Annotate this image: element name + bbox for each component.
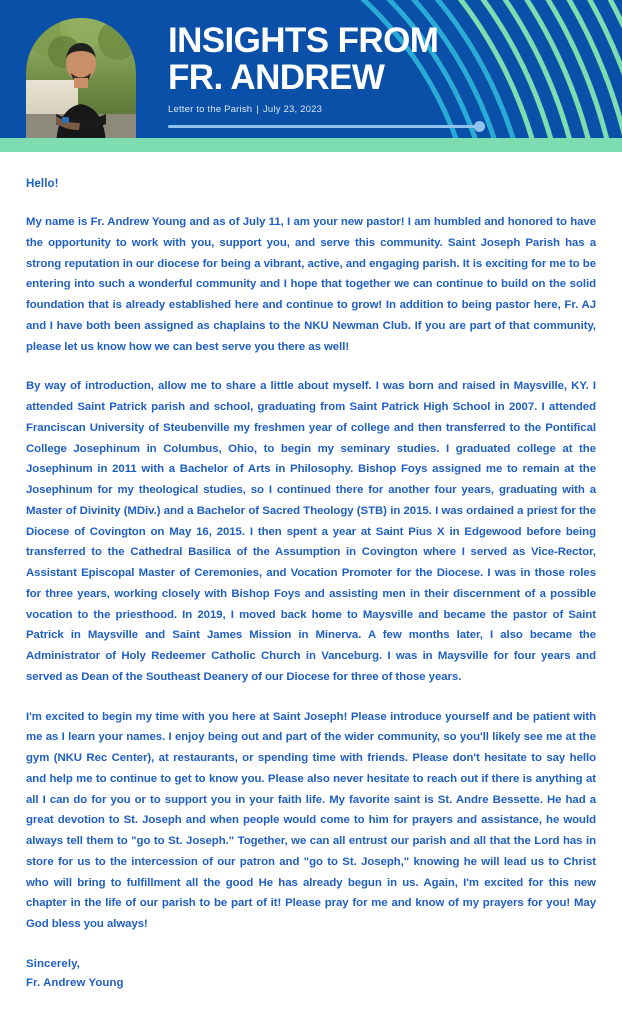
letter-body	[0, 152, 622, 994]
subtitle-separator: |	[256, 104, 259, 116]
signature-name: Fr. Andrew Young	[26, 977, 124, 990]
page-title-line-2: FR. ANDREW	[168, 58, 385, 98]
closing-text: Sincerely,	[26, 957, 80, 970]
pastor-portrait-photo	[26, 18, 136, 144]
page-title-line-1: INSIGHTS FROM	[168, 21, 439, 60]
header-accent-bar	[0, 138, 622, 152]
letter-signoff	[26, 955, 596, 994]
letter-paragraph: By way of introduction, allow me to share a little about myself. I was born and raised in Maysville, KY. I attended Saint Patrick parish and school, graduating from Saint Patrick High School in 2007. I attended Franciscan University of Steubenville my freshmen year of college and then transferred to the Pontifical College Josephinum in Columbus, Ohio, to begin my seminary studies. I graduated college at the Josephinum in 2011 with a Bachelor of Arts in Philosophy. Bishop Foys assigned me to remain at the Josephinum for my theological studies, so I continued there for another four years, graduating with a Master of Divinity (MDiv.) and a Bachelor of Sacred Theology (STB) in 2015. I was ordained a priest for the Diocese of Covington on May 16, 2015. I then spent a year at Saint Pius X in Edgewood before being transferred to the Cathedral Basilica of the Assumption in Covington where I served as Vice-Rector, Assistant Episcopal Master of Ceremonies, and Vocation Promoter for the Diocese. I was in those roles for three years, working closely with Bishop Foys and assisting men in their discernment of a possible vocation to the priesthood. In 2019, I moved back home to Maysville and became the pastor of Saint Patrick in Maysville and Saint James Mission in Minerva. A few months later, I also became the Administrator of Holy Redeemer Catholic Church in Vanceburg. I was in Maysville for four years and served as Dean of the Southeast Deanery of our Diocese for three of those years.	[26, 380, 596, 683]
header-text-block	[168, 22, 598, 150]
header-subtitle	[168, 104, 598, 115]
letter-header-banner	[0, 0, 622, 152]
letter-paragraph: My name is Fr. Andrew Young and as of July 11, I am your new pastor! I am humbled and honored to have the opportunity to work with you, support you, and serve this community. Saint Joseph Parish has a strong reputation in our diocese for being a vibrant, active, and engaging parish. It is exciting for me to be entering into such a wonderful community and I hope that together we can continue to build on the solid foundation that is already established here and continue to grow! In addition to being pastor here, Fr. AJ and I have both been assigned as chaplains to the NKU Newman Club. If you are part of that community, please let us know how we can best serve you there as well!	[26, 216, 596, 353]
subtitle-date: July 23, 2023	[262, 104, 323, 116]
subtitle-label: Letter to the Parish	[168, 104, 253, 116]
header-divider	[168, 121, 488, 131]
divider-line	[168, 125, 480, 128]
letter-greeting: Hello!	[26, 178, 59, 190]
letter-paragraph: I'm excited to begin my time with you here at Saint Joseph! Please introduce yourself and be patient with me as I learn your names. I enjoy being out and part of the wider community, so you'll likely see me at the gym (NKU Rec Center), at restaurants, or spending time with friends. Please don't hesitate to say hello and help me to continue to get to know you. Please also never hesitate to reach out if there is anything at all I can do for you or to support you in your faith life. My favorite saint is St. Andre Bessette. He had a great devotion to St. Joseph and when people would come to him for prayers and assistance, he would always tell them to "go to St. Joseph." Together, we can all entrust our parish and all that the Lord has in store for us to the intercession of our patron and "go to St. Joseph," knowing he will lead us to Christ who will bring to fulfillment all the good He has already begun in us. Again, I'm excited for this new chapter in the life of our parish to be part of it! Please pray for me and know of my prayers for you! May God bless you always!	[26, 710, 596, 930]
divider-dot	[474, 121, 485, 132]
